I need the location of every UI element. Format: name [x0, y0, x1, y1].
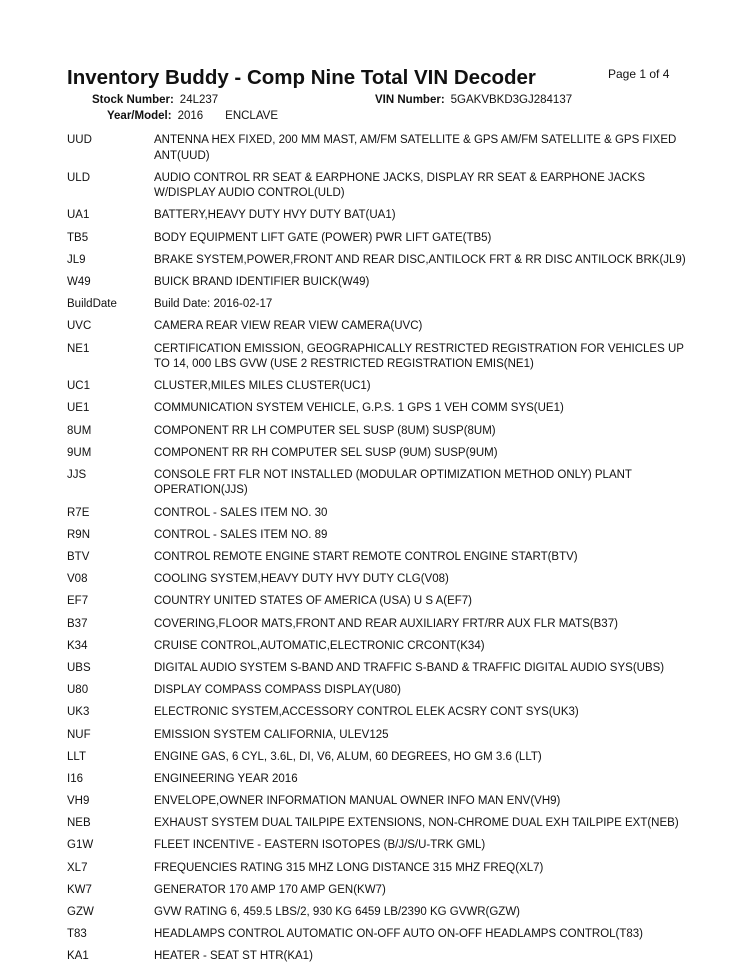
option-description: CLUSTER,MILES MILES CLUSTER(UC1): [154, 380, 371, 393]
option-description: EMISSION SYSTEM CALIFORNIA, ULEV125: [154, 728, 389, 741]
option-code-row: [67, 705, 687, 721]
option-code: R7E: [67, 506, 90, 519]
vin-number: [375, 94, 572, 106]
option-description: BATTERY,HEAVY DUTY HVY DUTY BAT(UA1): [154, 209, 396, 222]
option-description: FREQUENCIES RATING 315 MHZ LONG DISTANCE 315 MHZ FREQ(XL7): [154, 861, 544, 874]
option-description: CONTROL - SALES ITEM NO. 89: [154, 528, 328, 541]
vin-number-label: VIN Number:: [375, 94, 445, 106]
option-code: B37: [67, 617, 88, 630]
option-description: ENVELOPE,OWNER INFORMATION MANUAL OWNER INFO MAN ENV(VH9): [154, 795, 561, 808]
option-code-row: [67, 949, 687, 965]
option-description: CONTROL - SALES ITEM NO. 30: [154, 506, 328, 519]
stock-number-value: 24L237: [179, 94, 219, 106]
page-title: Inventory Buddy - Comp Nine Total VIN Decoder: [67, 66, 536, 89]
option-code: JL9: [67, 253, 86, 266]
option-code-row: [67, 342, 687, 373]
option-code-row: [67, 468, 687, 499]
option-code: R9N: [67, 528, 91, 541]
option-code: I16: [67, 772, 83, 785]
option-description: BUICK BRAND IDENTIFIER BUICK(W49): [154, 275, 370, 288]
option-code: BTV: [67, 551, 90, 563]
option-code: UA1: [67, 209, 90, 222]
option-code: TB5: [67, 231, 89, 244]
option-code-row: [67, 319, 687, 335]
option-description: DIGITAL AUDIO SYSTEM S-BAND AND TRAFFIC S-BAND & TRAFFIC DIGITAL AUDIO SYS(UBS): [154, 661, 665, 674]
option-code-row: [67, 275, 687, 291]
option-code: GZW: [67, 906, 94, 918]
option-code-row: [67, 794, 687, 810]
option-code-row: [67, 816, 687, 832]
option-description: CONTROL REMOTE ENGINE START REMOTE CONTROL ENGINE START(BTV): [154, 551, 578, 563]
option-code: LLT: [67, 750, 86, 763]
option-description: CAMERA REAR VIEW REAR VIEW CAMERA(UVC): [154, 320, 423, 333]
option-code-row: [67, 639, 687, 655]
option-description: BRAKE SYSTEM,POWER,FRONT AND REAR DISC,ANTILOCK FRT & RR DISC ANTILOCK BRK(JL9): [154, 253, 686, 266]
stock-number-label: Stock Number:: [92, 94, 174, 106]
option-description: CRUISE CONTROL,AUTOMATIC,ELECTRONIC CRCONT(K34): [154, 639, 485, 652]
option-code: UK3: [67, 706, 90, 719]
option-description: COVERING,FLOOR MATS,FRONT AND REAR AUXILIARY FRT/RR AUX FLR MATS(B37): [154, 617, 618, 630]
option-description: HEADLAMPS CONTROL AUTOMATIC ON-OFF AUTO ON-OFF HEADLAMPS CONTROL(T83): [154, 928, 644, 941]
option-code: UUD: [67, 134, 92, 146]
option-code-row: [67, 883, 687, 899]
option-code-row: [67, 550, 687, 566]
option-code: NUF: [67, 728, 91, 741]
option-code: UBS: [67, 661, 91, 674]
option-code: U80: [67, 684, 89, 697]
option-description: ANTENNA HEX FIXED, 200 MM MAST, AM/FM SATELLITE & GPS AM/FM SATELLITE & GPS FIXED ANT(UUD): [154, 134, 677, 162]
stock-number: [92, 94, 218, 106]
option-code: ULD: [67, 171, 91, 184]
option-code: UE1: [67, 402, 90, 415]
option-code: UVC: [67, 320, 92, 333]
option-code: T83: [67, 928, 87, 941]
option-code-row: [67, 838, 687, 854]
option-description: COMMUNICATION SYSTEM VEHICLE, G.P.S. 1 GPS 1 VEH COMM SYS(UE1): [154, 402, 564, 415]
option-description: COUNTRY UNITED STATES OF AMERICA (USA) U S A(EF7): [154, 595, 472, 608]
option-code-row: [67, 446, 687, 462]
option-code-row: [67, 171, 687, 202]
option-description: ELECTRONIC SYSTEM,ACCESSORY CONTROL ELEK ACSRY CONT SYS(UK3): [154, 706, 579, 719]
option-code: K34: [67, 639, 88, 652]
option-code: W49: [67, 275, 91, 288]
option-description: BODY EQUIPMENT LIFT GATE (POWER) PWR LIFT GATE(TB5): [154, 231, 492, 244]
option-code-row: [67, 572, 687, 588]
year-value: 2016: [177, 110, 204, 122]
option-description: FLEET INCENTIVE - EASTERN ISOTOPES (B/J/S/U-TRK GML): [154, 839, 486, 852]
option-code: KA1: [67, 950, 89, 963]
option-description: COMPONENT RR RH COMPUTER SEL SUSP (9UM) SUSP(9UM): [154, 446, 498, 459]
page-number: Page 1 of 4: [608, 67, 670, 81]
option-description: GVW RATING 6, 459.5 LBS/2, 930 KG 6459 LB/2390 KG GVWR(GZW): [154, 906, 521, 918]
option-code-row: [67, 253, 687, 269]
option-code-row: [67, 208, 687, 224]
option-code: JJS: [67, 468, 87, 481]
option-code: BuildDate: [67, 298, 117, 311]
option-code: KW7: [67, 883, 92, 896]
option-code: NEB: [67, 817, 91, 830]
option-code-row: [67, 379, 687, 395]
option-description: Build Date: 2016-02-17: [154, 298, 273, 311]
option-code: VH9: [67, 795, 90, 808]
option-code: EF7: [67, 595, 89, 608]
option-description: CERTIFICATION EMISSION, GEOGRAPHICALLY RESTRICTED REGISTRATION FOR VEHICLES UP TO 14, 000 LBS GVW (USE 2 RESTRICTED REGISTRATION EMIS(NE1): [154, 342, 684, 370]
option-code-row: [67, 401, 687, 417]
vin-number-value: 5GAKVBKD3GJ284137: [450, 94, 573, 106]
option-code-row: [67, 297, 687, 313]
option-code-row: [67, 905, 687, 921]
option-description: GENERATOR 170 AMP 170 AMP GEN(KW7): [154, 883, 386, 896]
option-description: EXHAUST SYSTEM DUAL TAILPIPE EXTENSIONS, NON-CHROME DUAL EXH TAILPIPE EXT(NEB): [154, 817, 679, 830]
option-description: ENGINE GAS, 6 CYL, 3.6L, DI, V6, ALUM, 60 DEGREES, HO GM 3.6 (LLT): [154, 750, 542, 763]
option-code-list: [67, 133, 687, 972]
option-code-row: [67, 861, 687, 877]
option-description: CONSOLE FRT FLR NOT INSTALLED (MODULAR OPTIMIZATION METHOD ONLY) PLANT OPERATION(JJS): [154, 468, 632, 497]
option-code-row: [67, 772, 687, 788]
option-description: HEATER - SEAT ST HTR(KA1): [154, 950, 313, 963]
option-description: COOLING SYSTEM,HEAVY DUTY HVY DUTY CLG(V08): [154, 573, 449, 586]
option-description: DISPLAY COMPASS COMPASS DISPLAY(U80): [154, 684, 401, 697]
option-code-row: [67, 750, 687, 766]
model-value: ENCLAVE: [225, 110, 278, 122]
option-code-row: [67, 617, 687, 633]
option-code-row: [67, 594, 687, 610]
option-code-row: [67, 683, 687, 699]
option-code: 9UM: [67, 446, 92, 459]
year-model-label: Year/Model:: [107, 110, 172, 122]
option-description: COMPONENT RR LH COMPUTER SEL SUSP (8UM) SUSP(8UM): [154, 424, 496, 437]
option-code: NE1: [67, 342, 90, 355]
option-code: UC1: [67, 380, 91, 393]
option-code-row: [67, 506, 687, 522]
option-code-row: [67, 133, 687, 164]
option-code-row: [67, 728, 687, 744]
option-description: AUDIO CONTROL RR SEAT & EARPHONE JACKS, DISPLAY RR SEAT & EARPHONE JACKS W/DISPLAY AUDIO CONTROL(ULD): [154, 171, 645, 200]
option-code: V08: [67, 573, 88, 586]
option-code-row: [67, 528, 687, 544]
option-code-row: [67, 661, 687, 677]
option-code-row: [67, 231, 687, 247]
option-code-row: [67, 424, 687, 440]
option-code: XL7: [67, 861, 88, 874]
option-code: 8UM: [67, 424, 92, 437]
option-code: G1W: [67, 839, 94, 852]
year-model: [107, 110, 278, 122]
option-description: ENGINEERING YEAR 2016: [154, 772, 298, 785]
option-code-row: [67, 927, 687, 943]
